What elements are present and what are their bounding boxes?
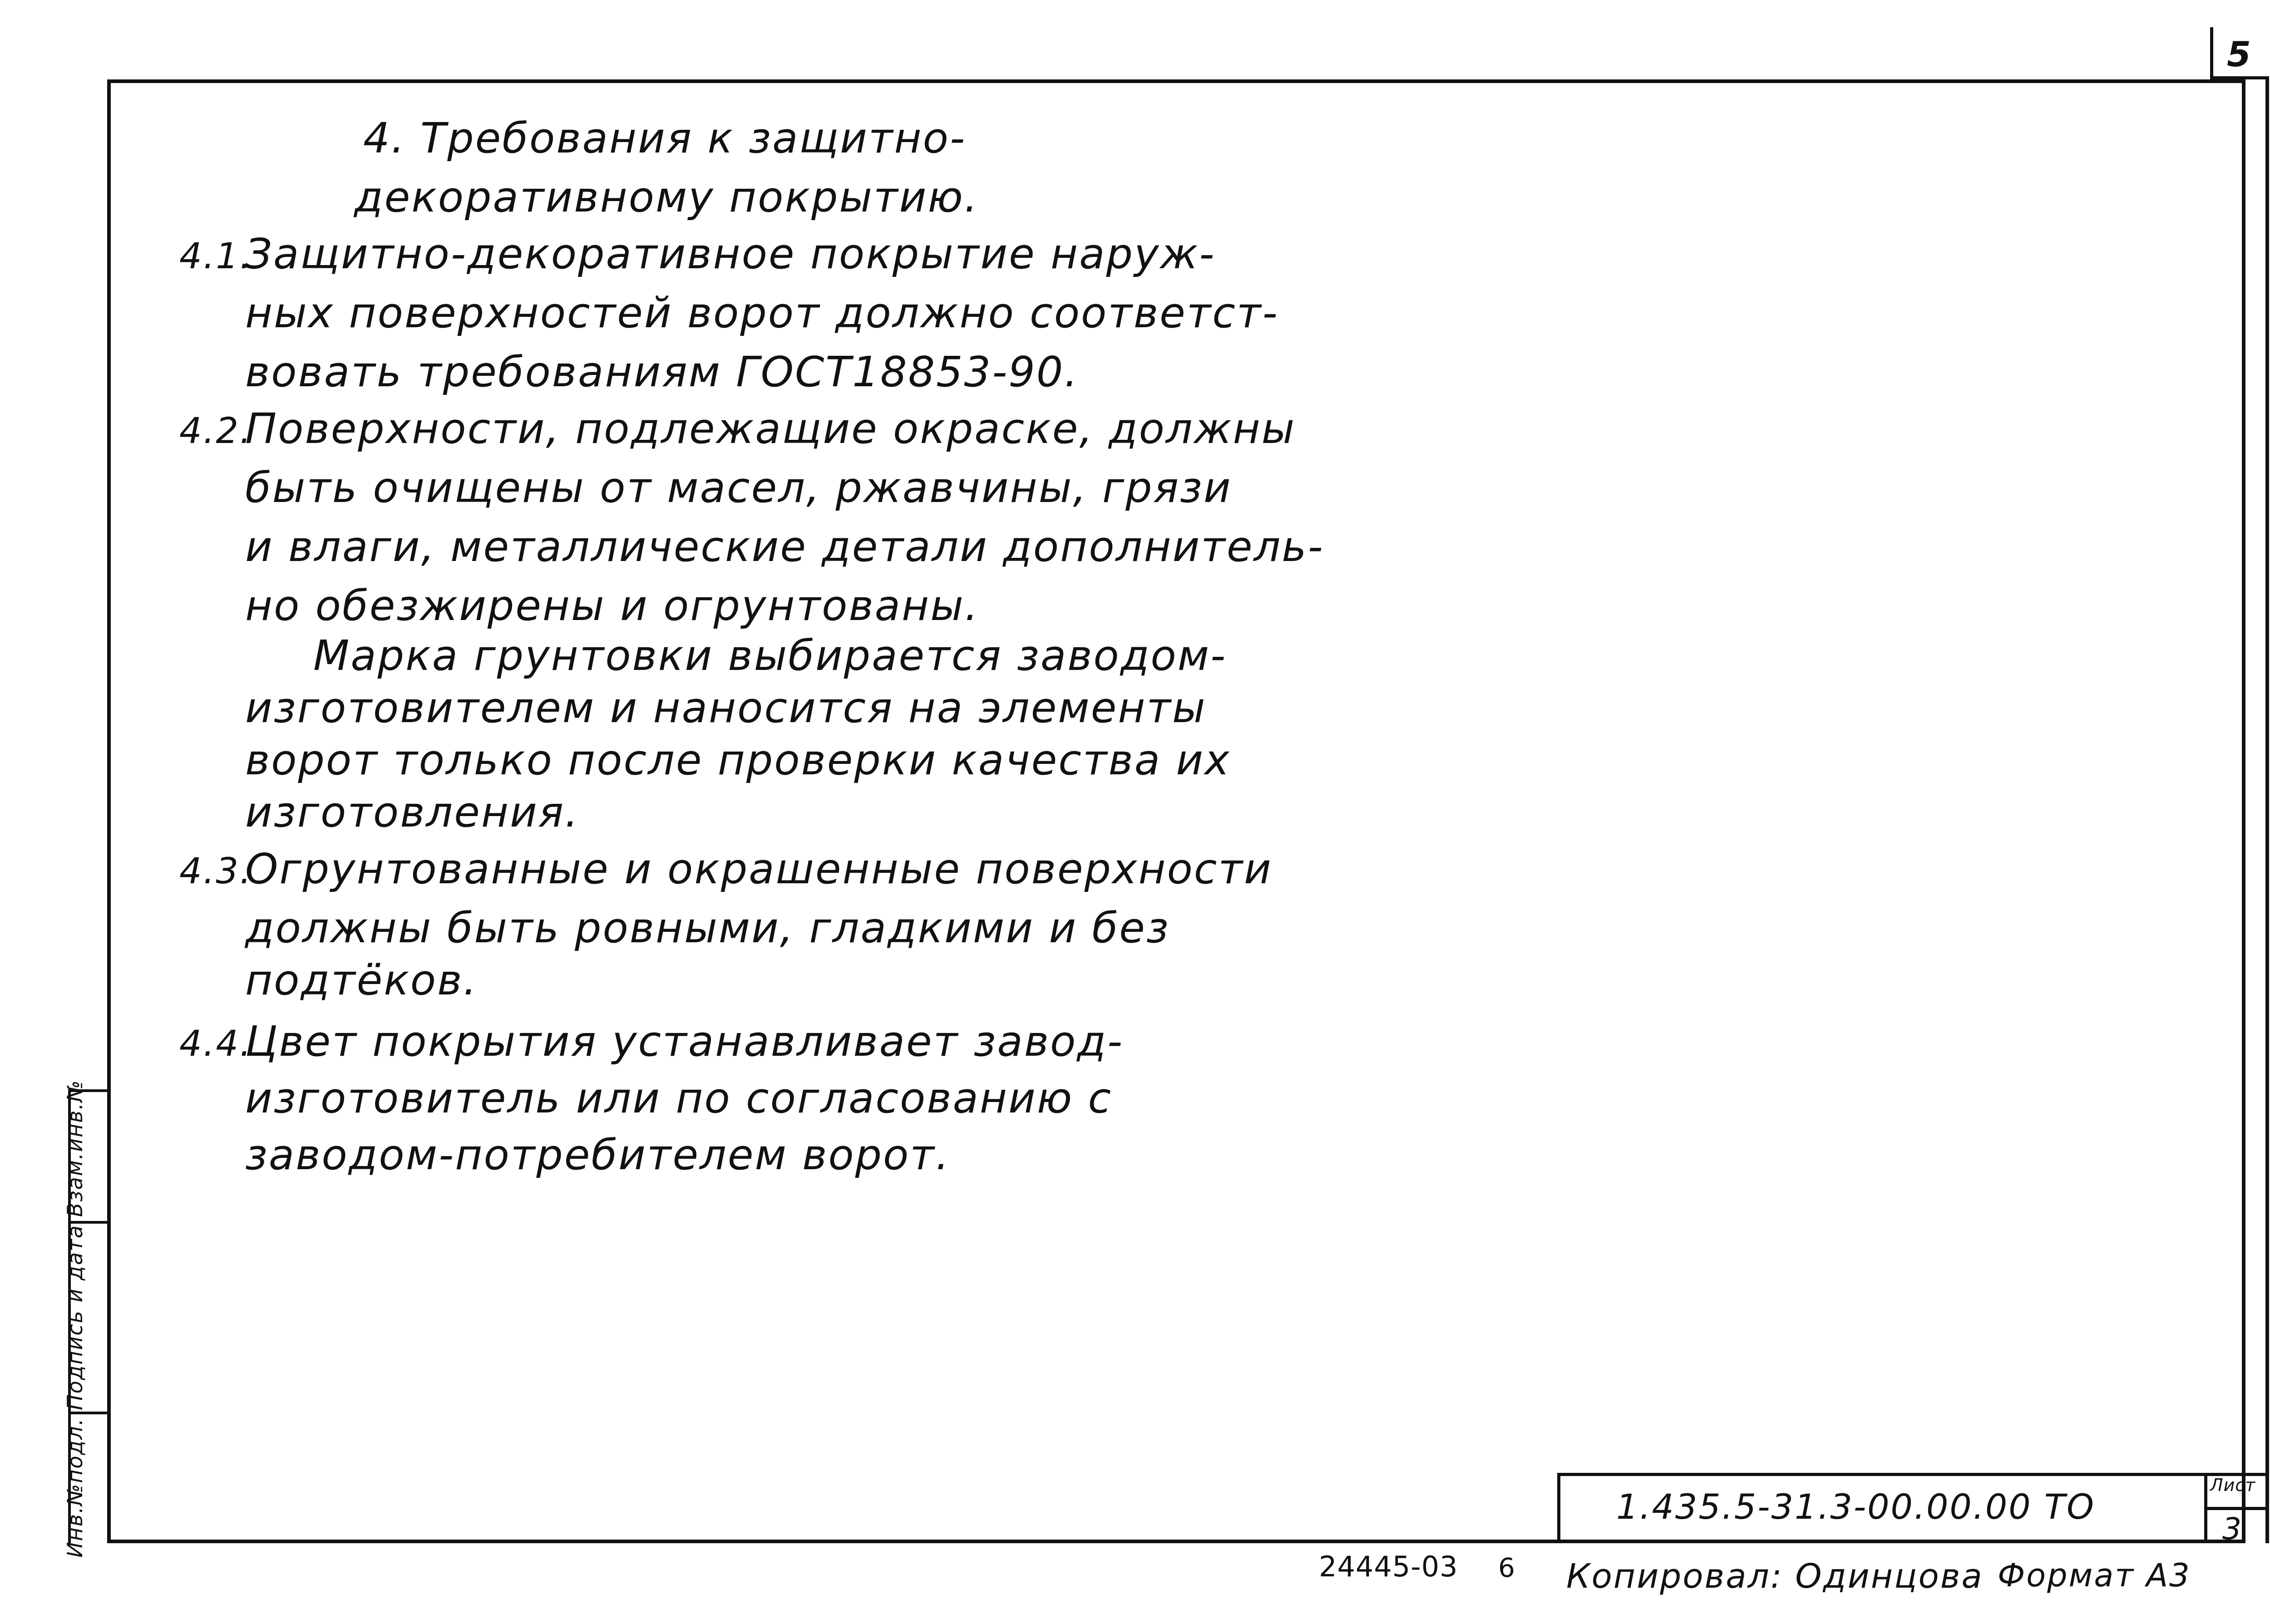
clause-4-4-line1: Цвет покрытия устанавливает завод- [245, 1017, 1124, 1066]
clause-4-2-para2-line4: изготовления. [245, 788, 580, 837]
left-strip-label-text: Инв.№подл. Подпись и дата Взам.инв.№ [63, 1079, 87, 1558]
clause-number: 4.3. [179, 851, 252, 892]
section-title-line1: 4. Требования к защитно- [363, 114, 967, 162]
clause-4-2-line4: но обезжирены и огрунтованы. [245, 581, 980, 630]
page-number-top: 5 [2227, 34, 2252, 74]
clause-4-2-line1: Поверхности, подлежащие окраске, должны [245, 404, 1296, 453]
archive-suffix: 6 [1498, 1552, 1516, 1583]
clause-4-4-line2: изготовитель или по согласованию с [245, 1074, 1113, 1122]
clause-4-3-line3: подтёков. [245, 956, 478, 1004]
frame-right-edge [2265, 79, 2269, 1543]
clause-4-2-para2-line3: ворот только после проверки качества их [245, 736, 1231, 784]
clause-number: 4.1. [179, 236, 252, 277]
clause-4-4-line3: заводом-потребителем ворот. [245, 1131, 951, 1179]
clause-4-2-line3: и влаги, металлические детали дополнитель- [245, 522, 1324, 571]
archive-number: 24445-03 [1319, 1550, 1458, 1583]
left-strip-label [54, 1079, 95, 1558]
copied-by: Копировал: Одинцова [1566, 1557, 1984, 1596]
clause-4-3-line1: Огрунтованные и окрашенные поверхности [245, 845, 1273, 893]
section-title-line2: декоративному покрытию. [354, 173, 979, 221]
clause-4-1-line1: Защитно-декоративное покрытие наруж- [245, 230, 1216, 278]
clause-number: 4.2. [179, 411, 252, 452]
clause-4-1-line3: вовать требованиям ГОСТ18853-90. [245, 348, 1079, 396]
title-block-sheet-divider [2204, 1507, 2269, 1510]
clause-4-2-para2-line1: Марка грунтовки выбирается заводом- [313, 631, 1227, 680]
sheet-label: Лист [2210, 1475, 2256, 1495]
clause-4-2-line2: быть очищены от масел, ржавчины, грязи [245, 463, 1232, 512]
clause-4-3-line2: должны быть ровными, гладкими и без [245, 904, 1170, 952]
sheet-format: Формат А3 [1998, 1557, 2191, 1594]
clause-4-1-line2: ных поверхностей ворот должно соответст- [245, 289, 1279, 337]
sheet-number: 3 [2222, 1511, 2243, 1546]
document-designation: 1.435.5-31.3-00.00.00 ТО [1616, 1486, 2095, 1527]
clause-4-2-para2-line2: изготовителем и наносится на элементы [245, 684, 1207, 732]
clause-number: 4.4. [179, 1024, 252, 1064]
